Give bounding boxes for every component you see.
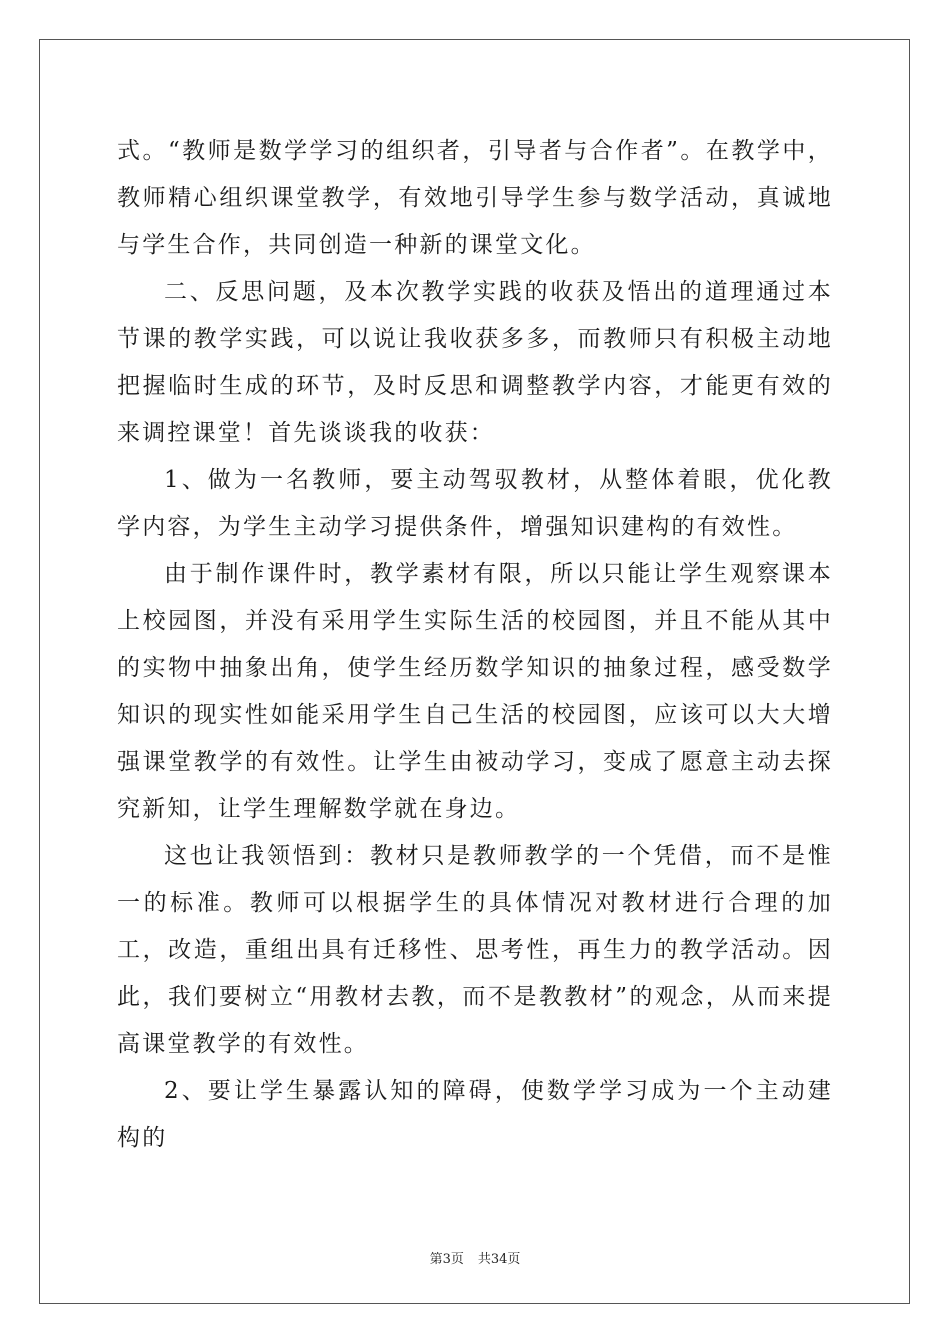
- paragraph-1: 式。“教师是数学学习的组织者，引导者与合作者”。在教学中，教师精心组织课堂教学，有效地引导学生参与数学活动，真诚地与学生合作，共同创造一种新的课堂文化。: [117, 138, 833, 258]
- page-total: 共34页: [477, 1252, 521, 1267]
- paragraph-5: 这也让我领悟到：教材只是教师教学的一个凭借，而不是惟一的标准。教师可以根据学生的具体情况对教材进行合理的加工，改造，重组出具有迁移性、思考性，再生力的教学活动。因此，我们要树立“用教材去教，而不是教教材”的观念，从而来提高课堂教学的有效性。: [117, 843, 833, 1057]
- page-footer: [0, 1248, 950, 1267]
- paragraph-4: 由于制作课件时，教学素材有限，所以只能让学生观察课本上校园图，并没有采用学生实际生活的校园图，并且不能从其中的实物中抽象出角，使学生经历数学知识的抽象过程，感受数学知识的现实性如能采用学生自己生活的校园图，应该可以大大增强课堂教学的有效性。让学生由被动学习，变成了愿意主动去探究新知，让学生理解数学就在身边。: [117, 561, 833, 822]
- paragraph-2: 二、反思问题，及本次教学实践的收获及悟出的道理通过本节课的教学实践，可以说让我收获多多，而教师只有积极主动地把握临时生成的环节，及时反思和调整教学内容，才能更有效的来调控课堂！首先谈谈我的收获：: [117, 279, 833, 446]
- paragraph-6: 2、要让学生暴露认知的障碍，使数学学习成为一个主动建构的: [117, 1078, 833, 1151]
- page-number: 第3页: [429, 1252, 464, 1267]
- paragraph-3: 1、做为一名教师，要主动驾驭教材，从整体着眼，优化教学内容，为学生主动学习提供条件，增强知识建构的有效性。: [117, 467, 833, 540]
- document-body: [117, 128, 833, 1162]
